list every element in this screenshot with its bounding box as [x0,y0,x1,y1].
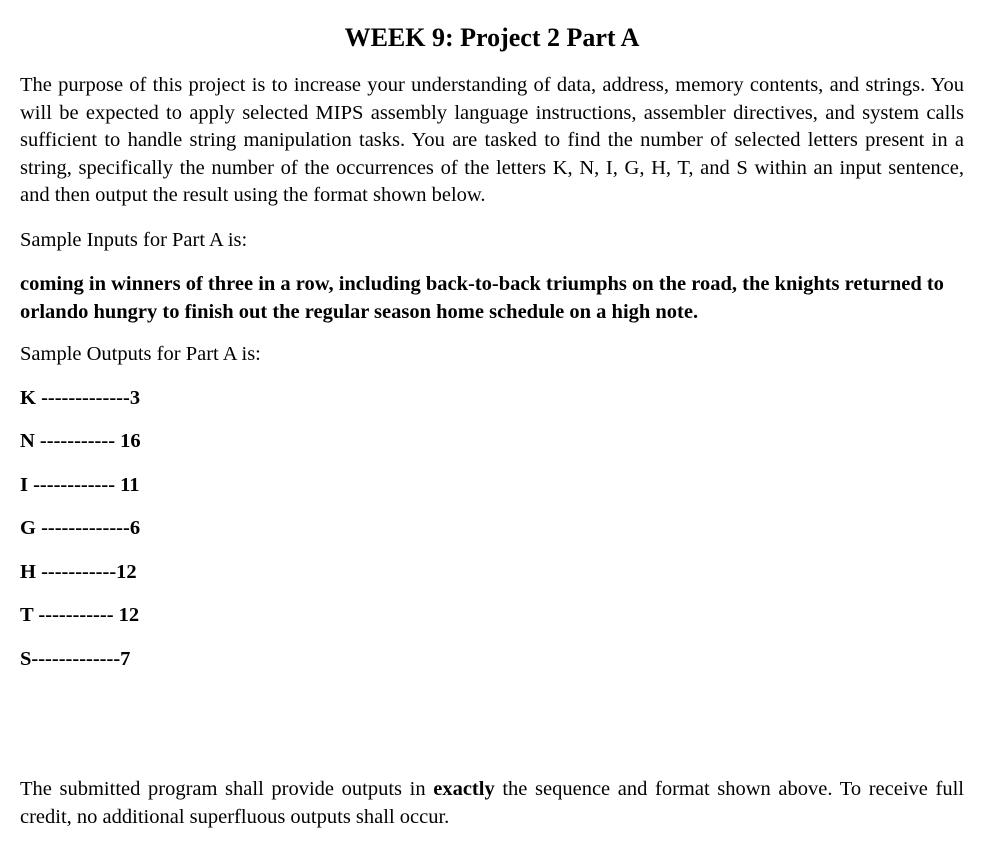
sample-input-text: coming in winners of three in a row, including back-to-back triumphs on the road, the knights returned to orlando hungry to finish out the regular season home schedule on a high note. [20,273,944,323]
output-line-s: S-------------7 [20,648,131,670]
output-line-t: T ----------- 12 [20,604,140,626]
output-line-k: K -------------3 [20,387,141,409]
page-title: WEEK 9: Project 2 Part A [344,23,640,52]
intro-paragraph: The purpose of this project is to increase your understanding of data, address, memory contents, and strings. You will be expected to apply selected MIPS assembly language instructions, assembler directives, and system calls sufficient to handle string manipulation tasks. You are tasked to find the number of selected letters present in a string, specifically the number of the occurrences of the letters K, N, I, G, H, T, and S within an input sentence, and then output the result using the format shown below. [20,74,964,206]
output-line-i: I ------------ 11 [20,474,140,496]
output-line-n: N ----------- 16 [20,430,141,452]
output-line-g: G -------------6 [20,517,141,539]
footer-paragraph [20,776,964,831]
footer-text-after: the sequence and format shown above. To receive full credit, no additional superfluous outputs shall occur. [20,778,964,828]
sample-inputs-label: Sample Inputs for Part A is: [20,229,248,251]
output-line-h: H -----------12 [20,561,137,583]
footer-emphasis: exactly [433,778,495,800]
sample-outputs-label: Sample Outputs for Part A is: [20,343,261,365]
footer-text-before: The submitted program shall provide outputs in [20,778,434,800]
